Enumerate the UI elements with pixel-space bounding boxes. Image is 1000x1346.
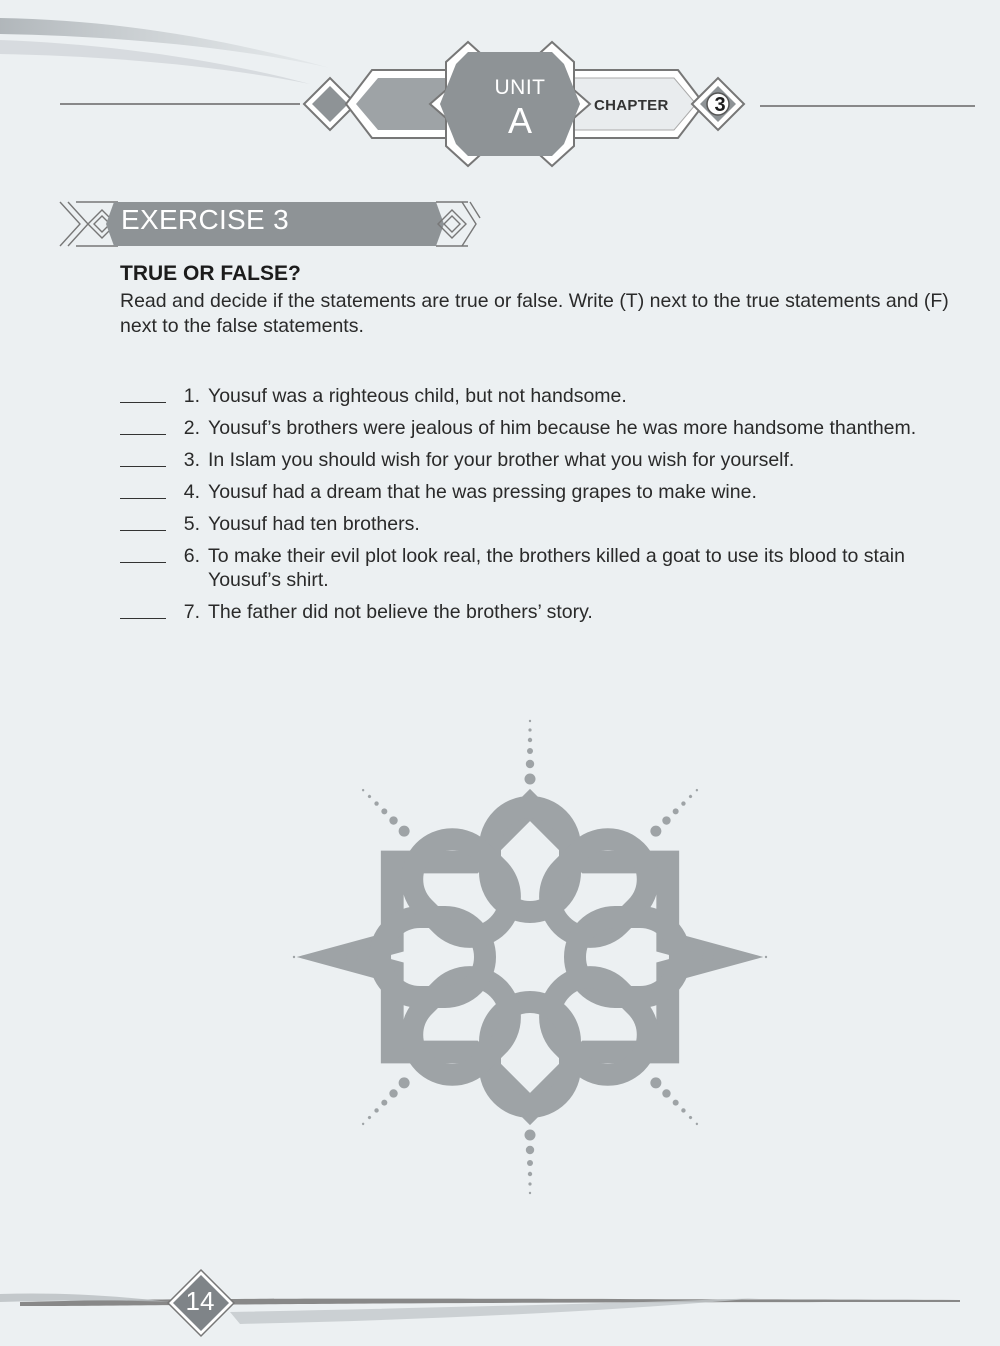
item-number: 4. — [183, 481, 200, 503]
item-text: In Islam you should wish for your brother what you wish for yourself. — [208, 449, 795, 471]
exercise-title: EXERCISE 3 — [121, 204, 289, 235]
item-text: Yousuf was a righteous child, but not handsome. — [208, 385, 627, 407]
exercise-heading: TRUE OR FALSE? — [120, 262, 301, 285]
page-number: 14 — [185, 1286, 215, 1316]
unit-letter: A — [507, 100, 532, 141]
item-text: To make their evil plot look real, the brothers killed a goat to use its blood to stain Yousuf’s shirt. — [208, 545, 905, 591]
answer-blank[interactable] — [120, 466, 166, 467]
item-number: 7. — [183, 601, 200, 623]
item-number: 6. — [183, 545, 200, 567]
item-number: 2. — [183, 417, 200, 439]
list-item — [120, 600, 980, 624]
answer-blank[interactable] — [120, 530, 166, 531]
item-number: 3. — [183, 449, 200, 471]
item-text: Yousuf had ten brothers. — [208, 513, 420, 535]
list-item — [120, 384, 980, 408]
answer-blank[interactable] — [120, 562, 166, 563]
list-item — [120, 480, 980, 504]
bottom-swoosh-decoration — [0, 1250, 1000, 1346]
item-text: The father did not believe the brothers’ story. — [208, 601, 593, 623]
true-false-list — [120, 384, 980, 632]
chapter-label: CHAPTER — [594, 97, 669, 114]
item-number: 1. — [183, 385, 200, 407]
exercise-instructions: Read and decide if the statements are true or false. Write (T) next to the true statements and (F) next to the false statements. — [120, 290, 949, 337]
chapter-number: 3 — [714, 94, 726, 116]
answer-blank[interactable] — [120, 618, 166, 619]
answer-blank[interactable] — [120, 402, 166, 403]
list-item — [120, 416, 980, 440]
item-number: 5. — [183, 513, 200, 535]
item-text: Yousuf had a dream that he was pressing grapes to make wine. — [208, 481, 757, 503]
item-text: Yousuf’s brothers were jealous of him because he was more handsome thanthem. — [208, 417, 917, 439]
list-item — [120, 544, 980, 592]
star-knot-ornament-icon — [280, 705, 780, 1210]
answer-blank[interactable] — [120, 498, 166, 499]
list-item — [120, 448, 980, 472]
list-item — [120, 512, 980, 536]
answer-blank[interactable] — [120, 434, 166, 435]
unit-label: UNIT — [494, 76, 546, 99]
